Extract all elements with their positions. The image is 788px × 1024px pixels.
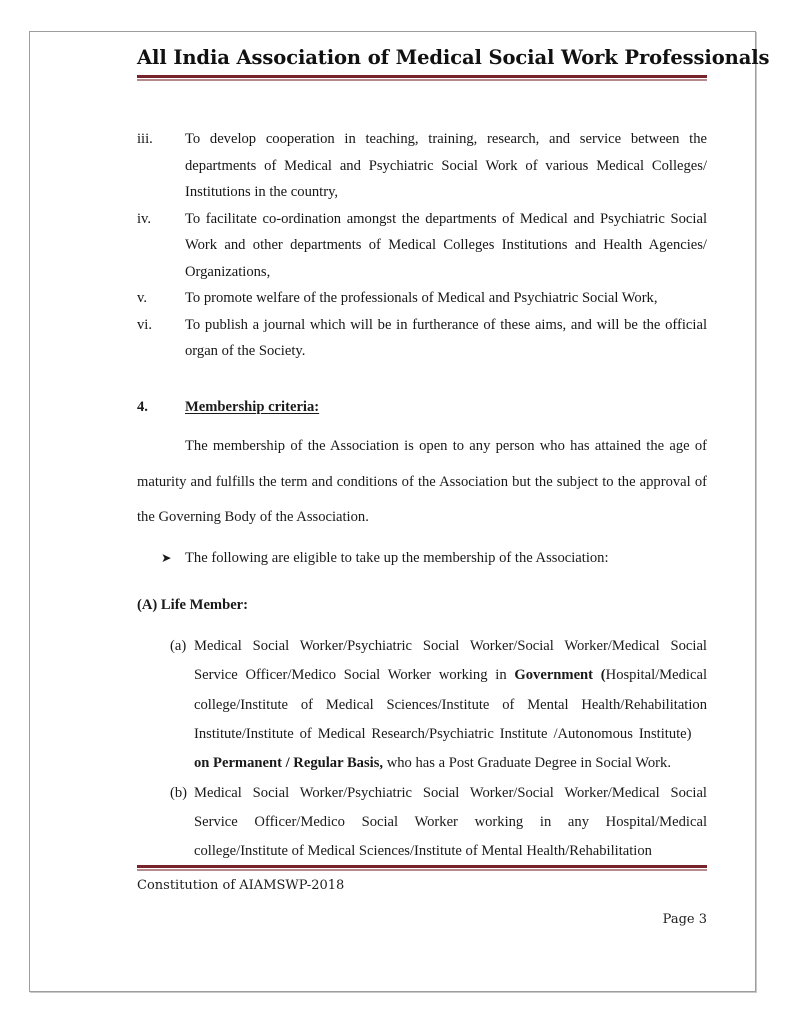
- eligibility-bullet: [137, 545, 707, 572]
- document-header: [137, 45, 770, 81]
- list-item: [137, 312, 707, 365]
- list-item-text: To promote welfare of the professionals of Medical and Psychiatric Social Work,: [185, 290, 658, 306]
- header-divider-thick-line: [137, 75, 707, 78]
- document-footer: [137, 865, 707, 927]
- footer-document-label: Constitution of AIAMSWP-2018: [137, 878, 345, 893]
- page-title: All India Association of Medical Social Work Professionals: [137, 46, 770, 69]
- list-item: [137, 632, 707, 778]
- document-page: [29, 31, 770, 992]
- section-paragraph: The membership of the Association is open to any person who has attained the age of maturity and fulfills the term and conditions of the Association but the subject to the approval of the Governing Body of the Association.: [137, 438, 707, 526]
- arrow-bullet-icon: ➤: [161, 550, 172, 566]
- list-item-marker: vi.: [137, 316, 152, 333]
- list-item-text: To publish a journal which will be in furtherance of these aims, and will be the official organ of the Society.: [185, 316, 707, 359]
- list-item-text-run: who has a Post Graduate Degree in Social Work.: [383, 755, 671, 772]
- list-item: [137, 779, 707, 867]
- objectives-list: [137, 126, 707, 365]
- list-item-open-paren: (: [600, 667, 606, 684]
- list-item: [137, 285, 707, 312]
- document-body: [137, 126, 707, 866]
- footer-divider-thin-line: [137, 869, 707, 871]
- list-item-marker: v.: [137, 290, 147, 306]
- list-item-marker: (b): [170, 784, 188, 801]
- section-heading: [137, 394, 707, 421]
- list-item-text-emphasis: on Permanent / Regular Basis,: [194, 755, 384, 772]
- section-heading-label: Membership criteria:: [185, 398, 320, 415]
- header-divider-thin-line: [137, 79, 707, 81]
- list-item-text-space: [593, 667, 601, 683]
- list-item-marker: (a): [170, 638, 187, 655]
- subsection-heading: (A) Life Member:: [137, 596, 249, 613]
- list-item: [137, 126, 707, 206]
- list-item: [137, 206, 707, 286]
- list-item-text: Medical Social Worker/Psychiatric Social Worker/Social Worker/Medical Social Service Officer/Medico Social Worker working in any Hospital/Medical college/Institute of Medical Sciences/Institute of Mental Health/Rehabilitation: [194, 784, 707, 860]
- footer-page-number: Page 3: [662, 912, 707, 927]
- list-item-text-space: [692, 726, 707, 742]
- list-item-text-emphasis: Government: [514, 667, 594, 684]
- footer-divider: [137, 865, 707, 871]
- section-number: 4.: [137, 398, 148, 415]
- list-item-text-run: Hospital/Medical college/Institute of Medical Sciences/Institute of Mental Health/Rehabilitation Institute/Institute of Medical Research/Psychiatric Institute /Autonomous Institute): [194, 667, 707, 742]
- eligibility-bullet-text: The following are eligible to take up the membership of the Association:: [185, 550, 609, 567]
- header-divider: [137, 75, 707, 81]
- footer-divider-thick-line: [137, 865, 707, 868]
- list-item-text: To develop cooperation in teaching, training, research, and service between the departments of Medical and Psychiatric Social Work of various Medical Colleges/ Institutions in the country,: [185, 131, 707, 200]
- list-item-text: To facilitate co-ordination amongst the departments of Medical and Psychiatric Social Work and other departments of Medical Colleges Institutions and Health Agencies/ Organizations,: [185, 210, 707, 280]
- list-item-marker: iii.: [137, 131, 153, 147]
- list-item-marker: iv.: [137, 210, 152, 227]
- life-member-list: [137, 632, 707, 866]
- list-item-text-run: Medical Social Worker/Psychiatric Social Worker/Social Worker/Medical Social Service Officer/Medico Social Worker working in: [194, 638, 707, 684]
